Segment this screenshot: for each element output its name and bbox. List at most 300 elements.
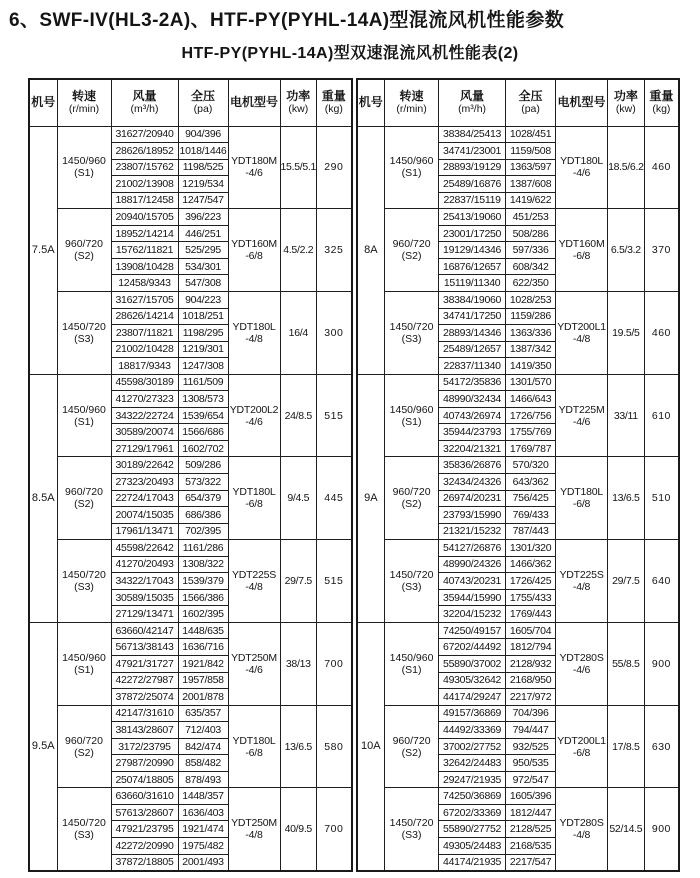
weight-cell: 900 [644, 788, 679, 871]
flow-cell: 20074/15035 [111, 507, 178, 524]
table-row [29, 291, 352, 308]
flow-cell: 28893/19129 [439, 159, 506, 176]
motor-model-line1: YDT280S [559, 816, 604, 829]
speed-cell [57, 291, 111, 374]
speed-value: 960/720 [65, 238, 103, 251]
flow-cell: 26974/20231 [439, 490, 506, 507]
power-cell: 40/9.5 [280, 788, 317, 871]
motor-model-cell [556, 126, 608, 209]
header-label: 重量 [649, 89, 674, 104]
flow-cell: 18817/12458 [111, 192, 178, 209]
speed-cell [385, 622, 439, 705]
power-cell: 33/11 [608, 374, 645, 457]
pressure-cell: 1161/509 [178, 374, 228, 391]
flow-cell: 27129/13471 [111, 606, 178, 623]
speed-cell [57, 209, 111, 292]
weight-cell: 580 [317, 705, 352, 788]
header-unit: (pa) [193, 103, 213, 116]
table-row [357, 374, 680, 391]
pressure-cell: 396/223 [178, 209, 228, 226]
speed-value: 1450/960 [62, 651, 106, 664]
speed-value: 960/720 [65, 486, 103, 499]
pressure-cell: 1159/286 [506, 308, 556, 325]
table-row [357, 457, 680, 474]
header-label: 电机型号 [229, 95, 278, 110]
header-cell-pressure [178, 79, 228, 126]
speed-cell [57, 705, 111, 788]
flow-cell: 35944/23793 [439, 424, 506, 441]
power-cell: 15.5/5.1 [280, 126, 317, 209]
motor-model-cell [228, 374, 280, 457]
pressure-cell: 1363/336 [506, 325, 556, 342]
pressure-cell: 2217/972 [506, 689, 556, 706]
weight-cell: 700 [317, 788, 352, 871]
flow-cell: 28626/14214 [111, 308, 178, 325]
pressure-cell: 704/396 [506, 705, 556, 722]
speed-cell [57, 126, 111, 209]
pressure-cell: 1539/379 [178, 573, 228, 590]
motor-model-cell [556, 374, 608, 457]
pressure-cell: 2168/950 [506, 672, 556, 689]
header-unit: (r/min) [68, 103, 100, 116]
motor-model-line1: YDT200L2 [229, 403, 279, 416]
motor-model-line2: -4/8 [245, 581, 263, 594]
speed-variant: (S2) [74, 498, 94, 511]
flow-cell: 57613/28607 [111, 804, 178, 821]
pressure-cell: 1957/858 [178, 672, 228, 689]
flow-cell: 21321/15232 [439, 523, 506, 540]
flow-cell: 67202/33369 [439, 804, 506, 821]
flow-cell: 23807/11821 [111, 325, 178, 342]
weight-cell: 290 [317, 126, 352, 209]
flow-cell: 12458/9343 [111, 275, 178, 292]
motor-model-cell [556, 209, 608, 292]
pressure-cell: 2001/493 [178, 854, 228, 871]
pressure-cell: 1921/842 [178, 656, 228, 673]
pressure-cell: 950/535 [506, 755, 556, 772]
header-cell-model [29, 79, 57, 126]
pressure-cell: 1159/508 [506, 143, 556, 160]
pressure-cell: 1219/301 [178, 341, 228, 358]
pressure-cell: 1975/482 [178, 838, 228, 855]
motor-model-cell [228, 457, 280, 540]
pressure-cell: 1308/322 [178, 556, 228, 573]
motor-model-line1: YDT180L [232, 320, 276, 333]
motor-model-line1: YDT200L1 [557, 734, 606, 747]
flow-cell: 19129/14346 [439, 242, 506, 259]
table-subtitle: HTF-PY(PYHL-14A)型双速混流风机性能表(2) [181, 45, 519, 62]
pressure-cell: 1605/704 [506, 622, 556, 639]
flow-cell: 22837/11340 [439, 358, 506, 375]
pressure-cell: 654/379 [178, 490, 228, 507]
speed-variant: (S2) [74, 250, 94, 263]
flow-cell: 74250/49157 [439, 622, 506, 639]
motor-model-line2: -4/8 [572, 581, 591, 594]
motor-model-line1: YDT180L [560, 155, 604, 168]
pressure-cell: 1018/251 [178, 308, 228, 325]
flow-cell: 48990/24326 [439, 556, 506, 573]
pressure-cell: 509/286 [178, 457, 228, 474]
motor-model-line2: -4/8 [572, 332, 591, 345]
table-row [29, 622, 352, 639]
pressure-cell: 1812/447 [506, 804, 556, 821]
pressure-cell: 904/396 [178, 126, 228, 143]
header-unit: (m³/h) [458, 103, 487, 116]
header-cell-motor [556, 79, 608, 126]
power-cell: 55/8.5 [608, 622, 645, 705]
flow-cell: 47921/31727 [111, 656, 178, 673]
speed-value: 1450/720 [62, 569, 106, 582]
weight-cell: 460 [644, 126, 679, 209]
pressure-cell: 446/251 [178, 225, 228, 242]
pressure-cell: 597/336 [506, 242, 556, 259]
pressure-cell: 1247/308 [178, 358, 228, 375]
flow-cell: 18952/14214 [111, 225, 178, 242]
table-row [357, 705, 680, 722]
flow-cell: 49305/24483 [439, 838, 506, 855]
flow-cell: 32642/24483 [439, 755, 506, 772]
table-row [29, 126, 352, 143]
pressure-cell: 1539/654 [178, 407, 228, 424]
flow-cell: 48990/32434 [439, 391, 506, 408]
machine-number-cell: 10A [357, 622, 385, 870]
table-row [357, 126, 680, 143]
header-label: 电机型号 [557, 95, 606, 110]
speed-cell [57, 374, 111, 457]
power-cell: 17/8.5 [608, 705, 645, 788]
motor-model-line1: YDT250M [231, 651, 277, 664]
flow-cell: 31627/20940 [111, 126, 178, 143]
pressure-cell: 858/482 [178, 755, 228, 772]
header-label: 全压 [518, 89, 543, 104]
speed-variant: (S3) [74, 332, 94, 345]
power-cell: 38/13 [280, 622, 317, 705]
motor-model-line2: -4/8 [245, 332, 263, 345]
pressure-cell: 534/301 [178, 258, 228, 275]
pressure-cell: 1247/547 [178, 192, 228, 209]
header-label: 功率 [286, 89, 311, 104]
pressure-cell: 1566/686 [178, 424, 228, 441]
table-row [29, 457, 352, 474]
flow-cell: 32204/15232 [439, 606, 506, 623]
flow-cell: 38143/28607 [111, 722, 178, 739]
header-cell-weight [317, 79, 352, 126]
flow-cell: 54172/35836 [439, 374, 506, 391]
pressure-cell: 1301/320 [506, 540, 556, 557]
flow-cell: 21002/13908 [111, 176, 178, 193]
weight-cell: 640 [644, 540, 679, 623]
table-row [29, 540, 352, 557]
perf-table-left [28, 78, 353, 872]
speed-value: 1450/960 [389, 155, 434, 168]
machine-number-cell: 9.5A [29, 622, 57, 870]
speed-cell [57, 622, 111, 705]
table-row [29, 374, 352, 391]
speed-variant: (S2) [401, 498, 422, 511]
motor-model-line1: YDT180L [232, 486, 276, 499]
motor-model-line2: -4/6 [245, 167, 263, 180]
speed-cell [57, 788, 111, 871]
pressure-cell: 1602/702 [178, 440, 228, 457]
flow-cell: 27323/20493 [111, 473, 178, 490]
header-label: 重量 [321, 89, 346, 104]
speed-variant: (S1) [401, 415, 422, 428]
motor-model-line1: YDT180M [231, 155, 277, 168]
speed-value: 1450/960 [62, 403, 106, 416]
speed-value: 1450/720 [62, 816, 106, 829]
pressure-cell: 932/525 [506, 738, 556, 755]
power-cell: 19.5/5 [608, 291, 645, 374]
pressure-cell: 635/357 [178, 705, 228, 722]
table-row [357, 291, 680, 308]
pressure-cell: 769/433 [506, 507, 556, 524]
pressure-cell: 1812/794 [506, 639, 556, 656]
header-label: 全压 [190, 89, 215, 104]
machine-number-cell: 8A [357, 126, 385, 374]
weight-cell: 325 [317, 209, 352, 292]
power-cell: 13/6.5 [608, 457, 645, 540]
flow-cell: 30589/20074 [111, 424, 178, 441]
pressure-cell: 787/443 [506, 523, 556, 540]
flow-cell: 15119/11340 [439, 275, 506, 292]
motor-model-line2: -4/8 [572, 828, 591, 841]
weight-cell: 700 [317, 622, 352, 705]
perf-table-right [356, 78, 681, 872]
motor-model-cell [556, 788, 608, 871]
power-cell: 16/4 [280, 291, 317, 374]
flow-cell: 27987/20990 [111, 755, 178, 772]
motor-model-line2: -4/6 [572, 167, 591, 180]
speed-variant: (S1) [74, 167, 94, 180]
flow-cell: 30589/15035 [111, 589, 178, 606]
speed-value: 1450/960 [62, 155, 106, 168]
pressure-cell: 1605/396 [506, 788, 556, 805]
flow-cell: 45598/22642 [111, 540, 178, 557]
speed-cell [385, 126, 439, 209]
pressure-cell: 972/547 [506, 771, 556, 788]
flow-cell: 40743/26974 [439, 407, 506, 424]
power-cell: 18.5/6.2 [608, 126, 645, 209]
speed-cell [57, 540, 111, 623]
pressure-cell: 1602/395 [178, 606, 228, 623]
flow-cell: 25413/19060 [439, 209, 506, 226]
motor-model-line1: YDT225M [558, 403, 605, 416]
flow-cell: 18817/9343 [111, 358, 178, 375]
speed-value: 960/720 [392, 238, 431, 251]
weight-cell: 610 [644, 374, 679, 457]
pressure-cell: 2128/932 [506, 656, 556, 673]
flow-cell: 17961/13471 [111, 523, 178, 540]
speed-cell [385, 540, 439, 623]
motor-model-line2: -4/8 [245, 828, 263, 841]
motor-model-line1: YDT180L [232, 734, 276, 747]
speed-variant: (S3) [401, 332, 422, 345]
machine-number-cell: 9A [357, 374, 385, 622]
pressure-cell: 1301/570 [506, 374, 556, 391]
motor-model-cell [556, 540, 608, 623]
flow-cell: 34741/17250 [439, 308, 506, 325]
flow-cell: 55890/27752 [439, 821, 506, 838]
motor-model-line2: -6/8 [245, 746, 263, 759]
header-label: 转速 [399, 89, 424, 104]
flow-cell: 56713/38143 [111, 639, 178, 656]
flow-cell: 37872/25074 [111, 689, 178, 706]
header-unit: (kw) [288, 103, 309, 116]
header-cell-model [357, 79, 385, 126]
flow-cell: 44174/29247 [439, 689, 506, 706]
pressure-cell: 1726/425 [506, 573, 556, 590]
motor-model-line2: -6/8 [572, 498, 591, 511]
pressure-cell: 2168/535 [506, 838, 556, 855]
pressure-cell: 1636/716 [178, 639, 228, 656]
speed-variant: (S3) [74, 828, 94, 841]
flow-cell: 45598/30189 [111, 374, 178, 391]
pressure-cell: 1448/635 [178, 622, 228, 639]
flow-cell: 35836/26876 [439, 457, 506, 474]
power-cell: 24/8.5 [280, 374, 317, 457]
power-cell: 13/6.5 [280, 705, 317, 788]
power-cell: 6.5/3.2 [608, 209, 645, 292]
header-unit: (kw) [615, 103, 636, 116]
pressure-cell: 878/493 [178, 771, 228, 788]
pressure-cell: 643/362 [506, 473, 556, 490]
speed-value: 1450/960 [389, 651, 434, 664]
flow-cell: 3172/23795 [111, 738, 178, 755]
speed-variant: (S1) [401, 167, 422, 180]
pressure-cell: 1769/787 [506, 440, 556, 457]
flow-cell: 22837/15119 [439, 192, 506, 209]
flow-cell: 34322/17043 [111, 573, 178, 590]
header-label: 风量 [132, 89, 157, 104]
speed-variant: (S1) [401, 663, 422, 676]
motor-model-line1: YDT200L1 [557, 320, 606, 333]
pressure-cell: 1448/357 [178, 788, 228, 805]
power-cell: 52/14.5 [608, 788, 645, 871]
motor-model-cell [228, 291, 280, 374]
pressure-cell: 794/447 [506, 722, 556, 739]
pressure-cell: 547/308 [178, 275, 228, 292]
weight-cell: 630 [644, 705, 679, 788]
pressure-cell: 1921/474 [178, 821, 228, 838]
speed-cell [57, 457, 111, 540]
motor-model-cell [228, 705, 280, 788]
header-label: 机号 [358, 95, 383, 110]
speed-variant: (S2) [74, 746, 94, 759]
flow-cell: 38384/19060 [439, 291, 506, 308]
header-cell-motor [228, 79, 280, 126]
motor-model-cell [556, 622, 608, 705]
flow-cell: 41270/20493 [111, 556, 178, 573]
pressure-cell: 525/295 [178, 242, 228, 259]
pressure-cell: 1363/597 [506, 159, 556, 176]
pressure-cell: 1161/286 [178, 540, 228, 557]
speed-value: 1450/720 [389, 569, 434, 582]
flow-cell: 28626/18952 [111, 143, 178, 160]
header-unit: (pa) [521, 103, 540, 116]
pressure-cell: 1308/573 [178, 391, 228, 408]
motor-model-cell [228, 540, 280, 623]
speed-cell [385, 209, 439, 292]
flow-cell: 40743/20231 [439, 573, 506, 590]
motor-model-line1: YDT225S [559, 569, 604, 582]
power-cell: 29/7.5 [608, 540, 645, 623]
pressure-cell: 1219/534 [178, 176, 228, 193]
motor-model-line2: -4/6 [572, 415, 591, 428]
header-cell-speed [385, 79, 439, 126]
table-row [29, 209, 352, 226]
flow-cell: 20940/15705 [111, 209, 178, 226]
weight-cell: 515 [317, 374, 352, 457]
weight-cell: 900 [644, 622, 679, 705]
flow-cell: 23807/15762 [111, 159, 178, 176]
speed-value: 1450/720 [389, 320, 434, 333]
motor-model-line1: YDT160M [231, 238, 277, 251]
speed-value: 960/720 [65, 734, 103, 747]
pressure-cell: 1028/253 [506, 291, 556, 308]
pressure-cell: 1018/1446 [178, 143, 228, 160]
flow-cell: 13908/10428 [111, 258, 178, 275]
pressure-cell: 570/320 [506, 457, 556, 474]
power-cell: 4.5/2.2 [280, 209, 317, 292]
header-unit: (kg) [324, 103, 343, 116]
flow-cell: 47921/23795 [111, 821, 178, 838]
speed-cell [385, 457, 439, 540]
table-row [357, 540, 680, 557]
flow-cell: 22724/17043 [111, 490, 178, 507]
flow-cell: 37002/27752 [439, 738, 506, 755]
pressure-cell: 2217/547 [506, 854, 556, 871]
pressure-cell: 1566/386 [178, 589, 228, 606]
header-cell-speed [57, 79, 111, 126]
pressure-cell: 1726/756 [506, 407, 556, 424]
pressure-cell: 1466/362 [506, 556, 556, 573]
header-label: 功率 [613, 89, 638, 104]
pressure-cell: 608/342 [506, 258, 556, 275]
speed-value: 1450/720 [389, 816, 434, 829]
flow-cell: 25074/18805 [111, 771, 178, 788]
performance-tables [28, 78, 680, 872]
motor-model-line1: YDT180L [560, 486, 604, 499]
flow-cell: 37872/18805 [111, 854, 178, 871]
pressure-cell: 1769/443 [506, 606, 556, 623]
weight-cell: 515 [317, 540, 352, 623]
power-cell: 9/4.5 [280, 457, 317, 540]
power-cell: 29/7.5 [280, 540, 317, 623]
header-cell-weight [644, 79, 679, 126]
flow-cell: 67202/44492 [439, 639, 506, 656]
pressure-cell: 702/395 [178, 523, 228, 540]
flow-cell: 35944/15990 [439, 589, 506, 606]
header-cell-flow [439, 79, 506, 126]
flow-cell: 16876/12657 [439, 258, 506, 275]
motor-model-cell [228, 788, 280, 871]
pressure-cell: 451/253 [506, 209, 556, 226]
header-cell-pressure [506, 79, 556, 126]
header-unit: (m³/h) [130, 103, 159, 116]
header-row [29, 79, 352, 126]
pressure-cell: 1419/622 [506, 192, 556, 209]
motor-model-line1: YDT225S [231, 569, 277, 582]
motor-model-line2: -4/6 [245, 415, 263, 428]
flow-cell: 21002/10428 [111, 341, 178, 358]
speed-variant: (S3) [401, 581, 422, 594]
flow-cell: 15762/11821 [111, 242, 178, 259]
speed-value: 960/720 [392, 734, 431, 747]
flow-cell: 25489/12657 [439, 341, 506, 358]
flow-cell: 29247/21935 [439, 771, 506, 788]
flow-cell: 25489/16876 [439, 176, 506, 193]
pressure-cell: 1755/433 [506, 589, 556, 606]
